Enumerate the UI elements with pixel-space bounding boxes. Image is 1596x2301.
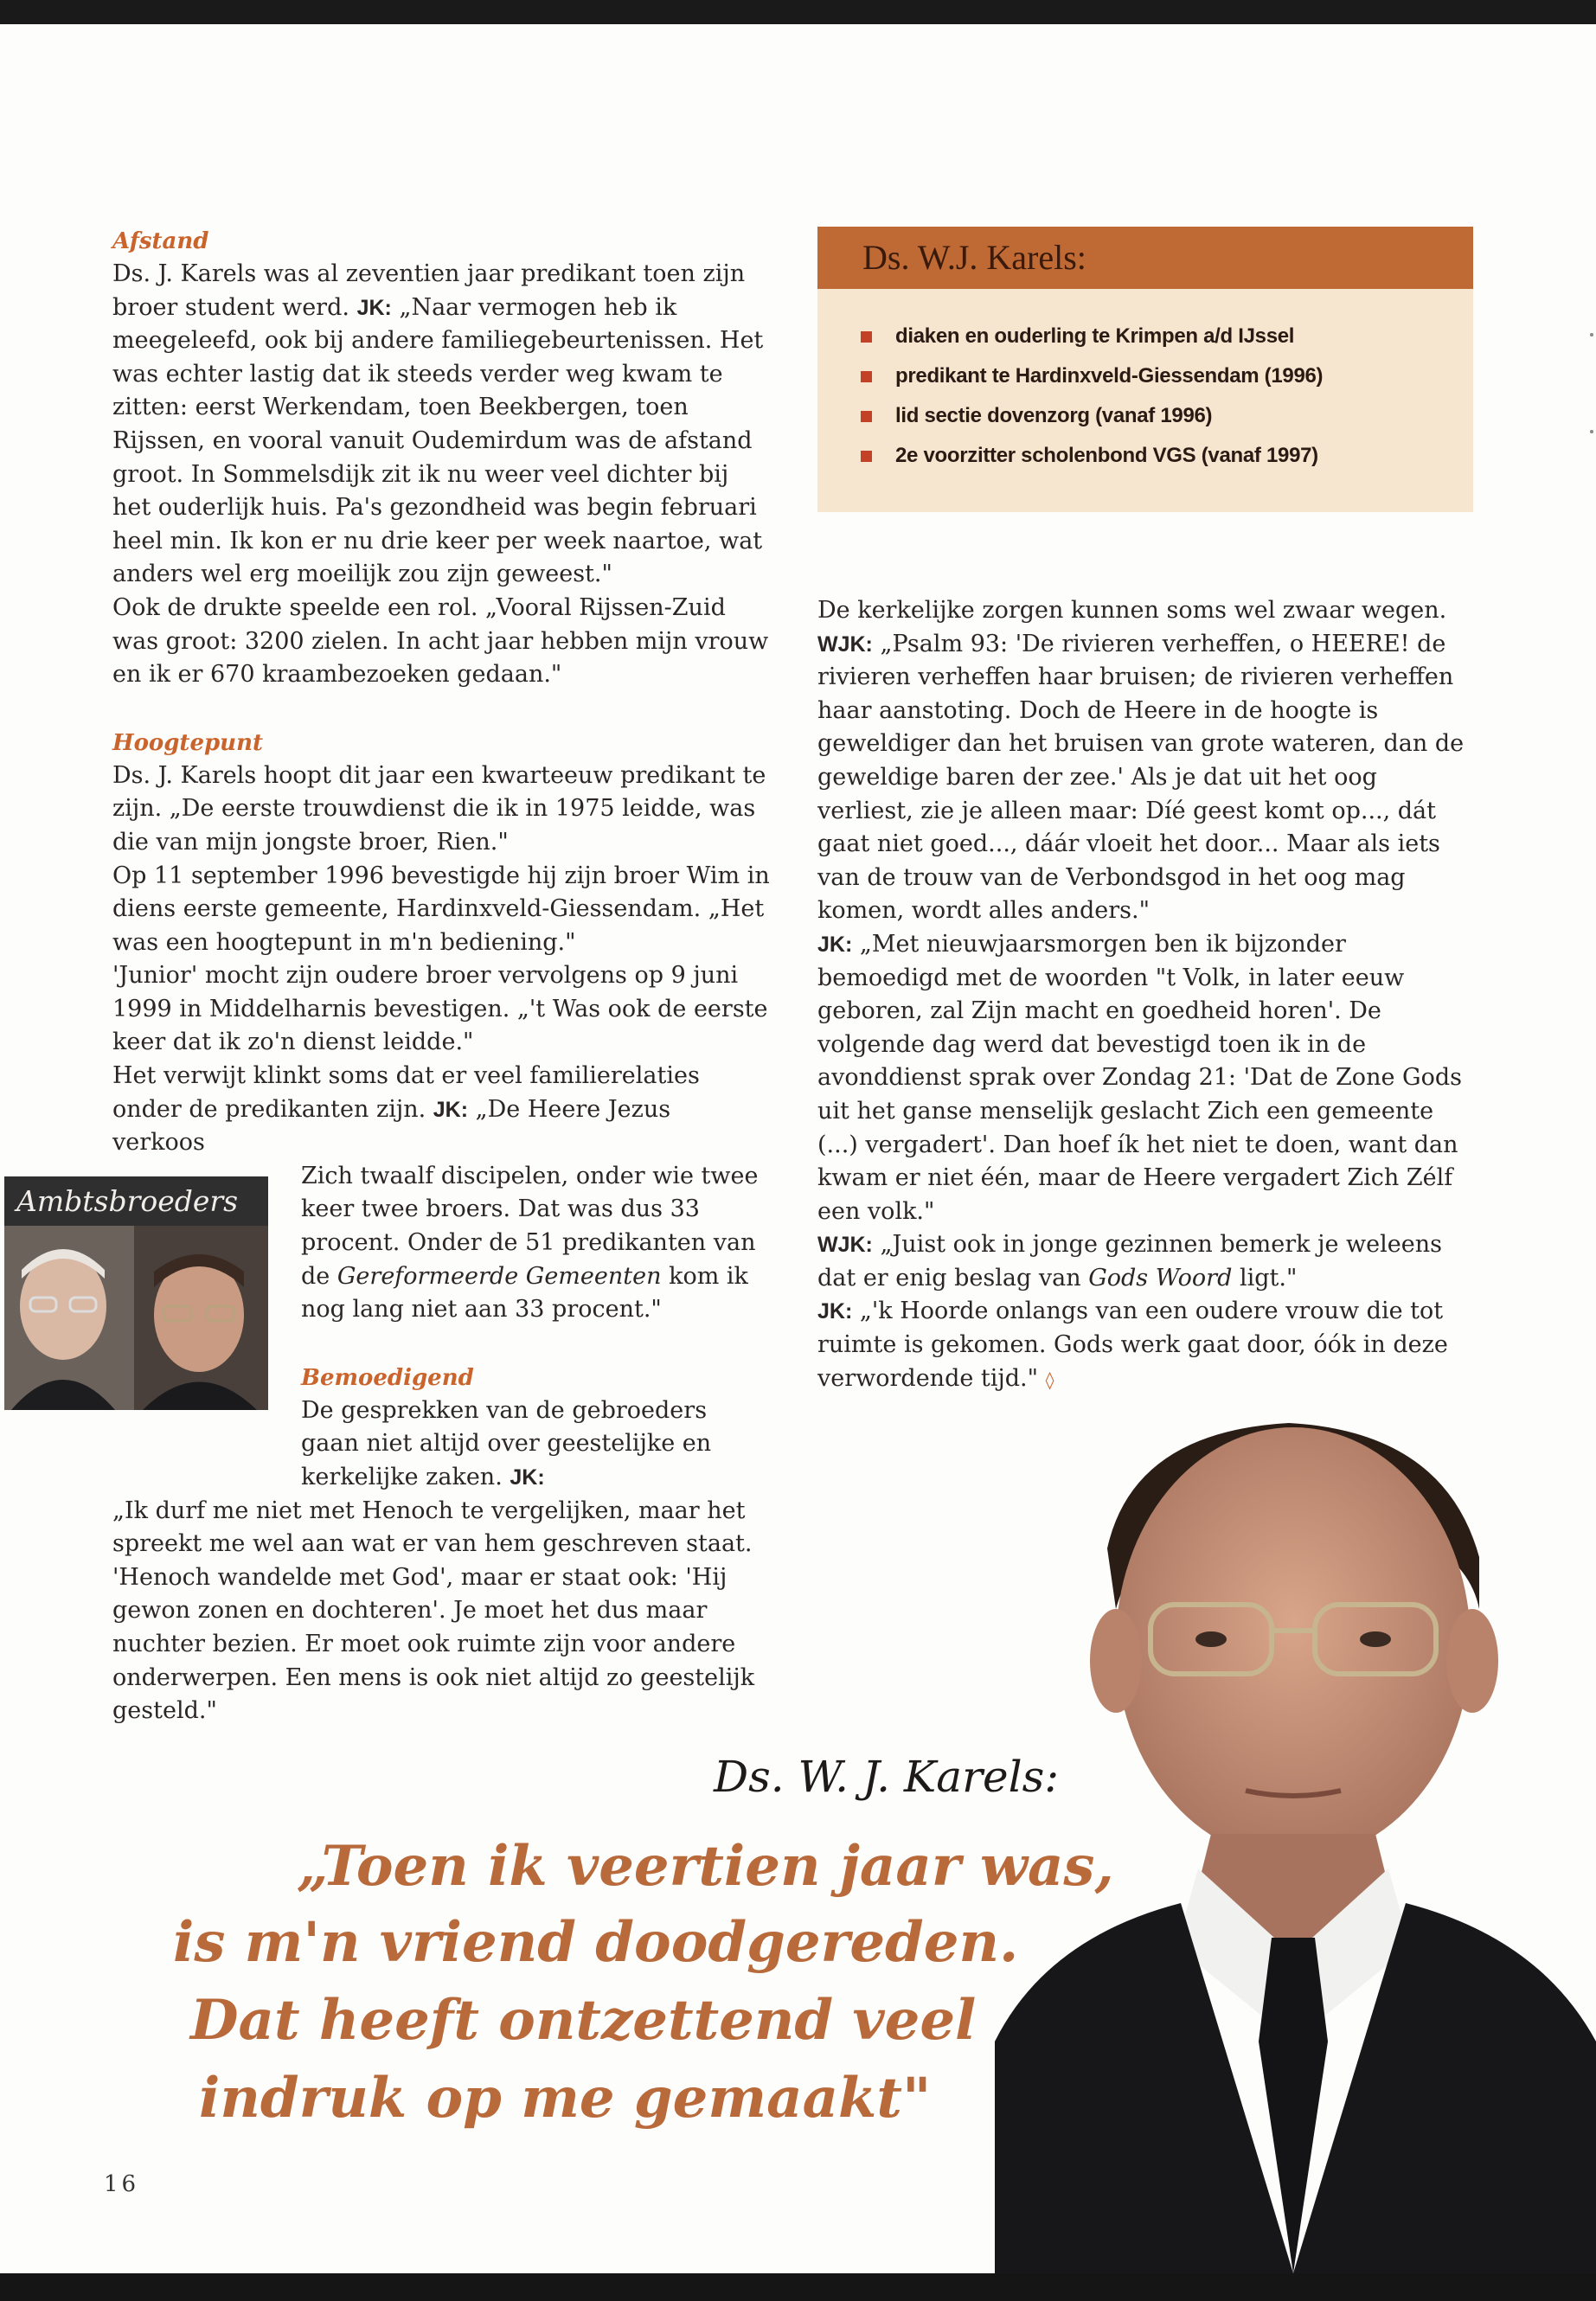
paragraph-zorgen: De kerkelijke zorgen kunnen soms wel zwaar wegen.: [817, 597, 1447, 624]
left-column: [112, 225, 770, 1728]
paragraph-discipelen: Zich twaalf discipelen, onder wie twee keer twee broers. Dat was dus 33 procent. Onder de 51 predikanten van de Gereformeerde Gemeenten kom ik nog lang niet aan 33 procent.": [301, 1162, 759, 1324]
bullet-square-icon: [861, 331, 872, 343]
sidebar-label: Ambtsbroeders: [4, 1176, 268, 1226]
pull-quote-line: Dat heeft ontzettend veel: [190, 1988, 977, 2053]
paragraph-kwarteeuw: Ds. J. Karels hoopt dit jaar een kwarteeuw predikant te zijn. „De eerste trouwdienst die ik in 1975 leidde, was die van mijn jongste broer, Rien.": [112, 761, 766, 856]
end-mark-icon: ◊: [1045, 1368, 1054, 1390]
bottom-border: [0, 2273, 1596, 2301]
paragraph-psalm: WJK: „Psalm 93: 'De rivieren verheffen, o HEERE! de rivieren verheffen haar bruisen; de rivieren verheffen haar aanstoting. Doch de Heere in de hoogte is geweldiger dan het bruisen van grote wateren, dan de geweldige baren der zee.' Als je dat uit het oog verliest, zie je alleen maar: Díé geest komt op..., dát gaat niet goed..., dáár vloeit het door... Maar als iets van de trouw van de Verbondsgod in het oog mag komen, wordt alles anders.": [817, 630, 1465, 925]
caption-name: Ds. W. J. Karels:: [714, 1752, 1060, 1802]
paragraph-bevestiging: Op 11 september 1996 bevestigde hij zijn broer Wim in diens eerste gemeente, Hardinxveld-Giessendam. „Het was een hoogtepunt in m'n bediening.": [112, 862, 770, 956]
page-number: 16: [104, 2171, 140, 2197]
infobox-item: predikant te Hardinxveld-Giessendam (1996): [861, 356, 1323, 396]
paragraph-gods-werk: JK: „'k Hoorde onlangs van een oudere vrouw die tot ruimte is gekomen. Gods werk gaat door, óók in deze verwordende tijd." ◊: [817, 1298, 1448, 1392]
paragraph-verwijt: Het verwijt klinkt soms dat er veel familierelaties onder de predikanten zijn. JK: „De Heere Jezus verkoos: [112, 1062, 700, 1157]
paragraph-junior: 'Junior' mocht zijn oudere broer vervolgens op 9 juni 1999 in Middelharnis bevestigen. „'t Was ook de eerste keer dat ik zo'n dienst leidde.": [112, 962, 768, 1056]
paragraph-nieuwjaar: JK: „Met nieuwjaarsmorgen ben ik bijzonder bemoedigd met de woorden "t Volk, in later eeuw geboren, zal Zijn macht en goedheid horen'. De volgende dag werd dat bevestigd toen ik in de avonddienst sprak over Zondag 21: 'Dat de Zone Gods uit het ganse menselijk geslacht Zich een gemeente (...) vergadert'. Dan hoef ík het niet te doen, want dan kwam er niet één, maar de Heere vergadert Zich Zélf een volk.": [817, 930, 1462, 1225]
bullet-square-icon: [861, 371, 872, 382]
paragraph-bemoedigend: De gesprekken van de gebroeders gaan niet altijd over geestelijke en kerkelijke zaken. JK: „Ik durf me niet met Henoch te vergelijken, maar het spreekt me wel aan wat er van hem geschreven staat. 'Henoch wandelde met God', maar er staat ook: 'Hij gewon zonen en dochteren'. Je moet het dus maar nuchter bezien. Er moet ook ruimte zijn voor andere onderwerpen. Een mens is ook niet altijd zo geestelijk gesteld.": [112, 1396, 755, 1725]
top-border: [0, 0, 1596, 24]
pull-quote-line: indruk op me gemaakt": [199, 2066, 932, 2131]
heading-hoogtepunt: Hoogtepunt: [112, 729, 263, 756]
heading-afstand: Afstand: [112, 228, 209, 254]
profile-infobox: [817, 227, 1473, 512]
infobox-item: 2e voorzitter scholenbond VGS (vanaf 1997): [861, 436, 1323, 476]
right-column: [817, 594, 1475, 1396]
infobox-title: Ds. W.J. Karels:: [817, 227, 1473, 289]
edge-mark: [1590, 430, 1593, 433]
paragraph-drukte: Ook de drukte speelde een rol. „Vooral Rijssen-Zuid was groot: 3200 zielen. In acht jaar hebben mijn vrouw en ik er 670 kraambezoeken gedaan.": [112, 593, 769, 689]
heading-bemoedigend: Bemoedigend: [301, 1364, 474, 1391]
edge-mark: [1590, 333, 1593, 336]
infobox-list: [861, 317, 1323, 476]
pull-quote-line: „Toen ik veertien jaar was,: [297, 1834, 1114, 1899]
pull-quote-line: is m'n vriend doodgereden.: [173, 1910, 1019, 1975]
bullet-square-icon: [861, 411, 872, 422]
ambtsbroeders-photo: [4, 1176, 268, 1410]
paragraph-afstand: Ds. J. Karels was al zeventien jaar predikant toen zijn broer student werd. JK: „Naar vermogen heb ik meegeleefd, ook bij andere familiegebeurtenissen. Het was echter lastig dat ik steeds verder weg kwam te zitten: eerst Werkendam, toen Beekbergen, toen Rijssen, en vooral vanuit Oudemirdum was de afstand groot. In Sommelsdijk zit ik nu weer veel dichter bij het ouderlijk huis. Pa's gezondheid was begin februari heel min. Ik kon er nu drie keer per week naartoe, wat anders wel erg moeilijk zou zijn geweest.": [112, 260, 764, 588]
paragraph-gezinnen: WJK: „Juist ook in jonge gezinnen bemerk je weleens dat er enig beslag van Gods Woord ligt.": [817, 1231, 1442, 1292]
infobox-item: lid sectie dovenzorg (vanaf 1996): [861, 396, 1323, 436]
infobox-item: diaken en ouderling te Krimpen a/d IJssel: [861, 317, 1323, 356]
bullet-square-icon: [861, 451, 872, 462]
